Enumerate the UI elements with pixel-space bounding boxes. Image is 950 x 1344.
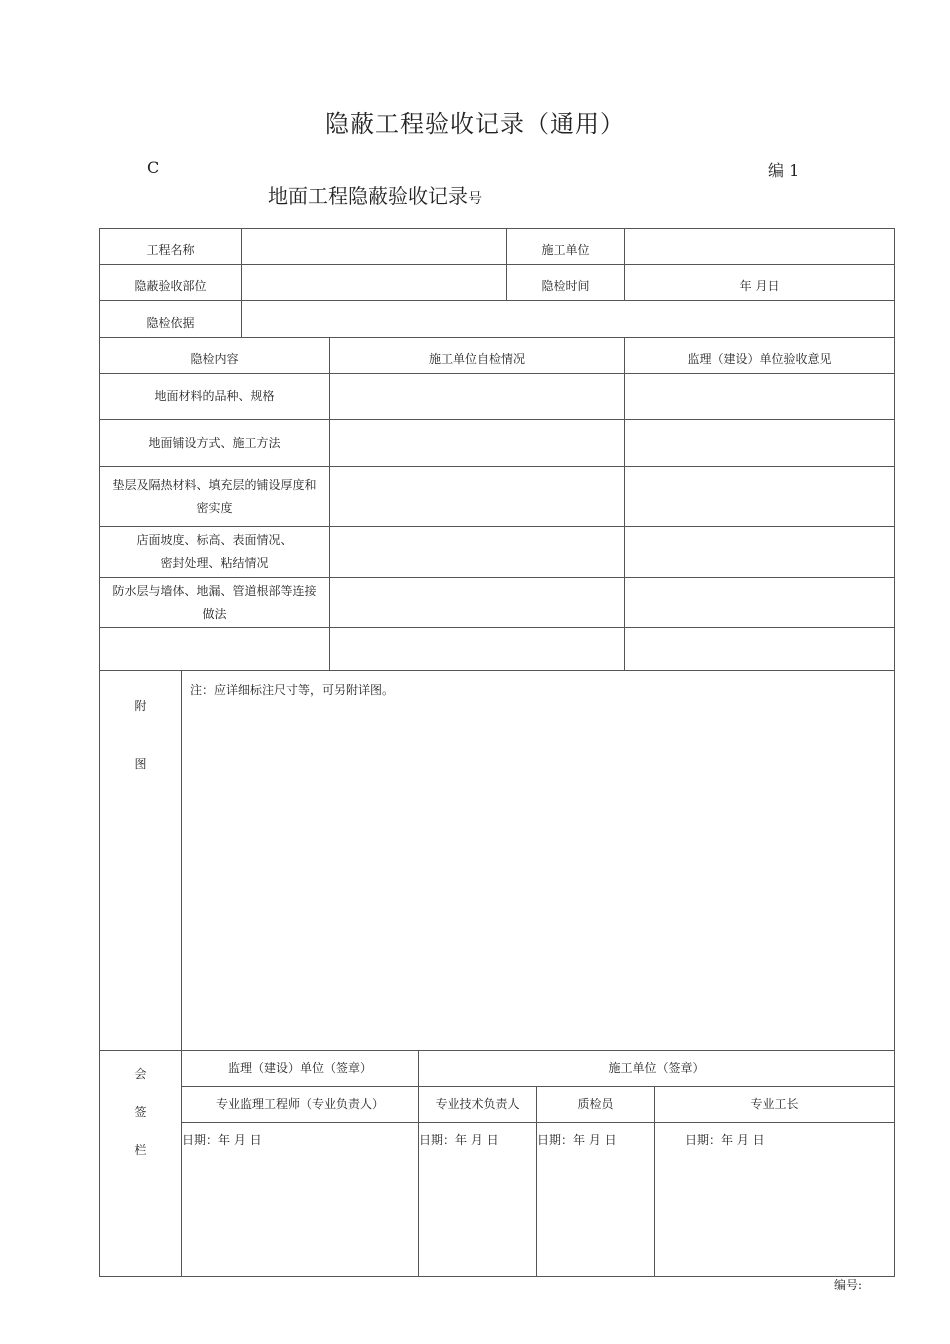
self-check-field[interactable]: [330, 578, 625, 628]
location-time-row: [100, 265, 895, 301]
attachment-drawing-area[interactable]: [182, 671, 895, 1051]
supervisor-opinion-field[interactable]: [625, 374, 895, 420]
signoff-role-row: [100, 1087, 895, 1123]
content-item-label: [100, 578, 330, 628]
construction-unit-field[interactable]: [625, 229, 895, 265]
role-foreman: 专业工长: [655, 1087, 895, 1123]
project-info-row: [100, 229, 895, 265]
content-row: [100, 374, 895, 420]
subtitle-text: 地面工程隐蔽验收记录: [268, 184, 468, 208]
signoff-label-char: 签: [134, 1104, 147, 1119]
attachment-label-char: 附: [134, 699, 147, 713]
role-technical-lead: 专业技术负责人: [419, 1087, 537, 1123]
content-item-label: [100, 420, 330, 467]
supervisor-opinion-field[interactable]: [625, 628, 895, 671]
content-header-row: [100, 338, 895, 374]
self-check-field[interactable]: [330, 628, 625, 671]
basis-row: [100, 301, 895, 338]
supervisor-opinion-field[interactable]: [625, 420, 895, 467]
self-check-field[interactable]: [330, 420, 625, 467]
supervisor-unit-seal-label: 监理（建设）单位（签章）: [182, 1051, 419, 1087]
self-check-field[interactable]: [330, 527, 625, 578]
content-item-text-line1: 垫层及隔热材料、填充层的铺设厚度和: [112, 477, 317, 492]
content-item-text-line1: 店面坡度、标高、表面情况、: [136, 533, 293, 548]
content-row: [100, 527, 895, 578]
content-header-supervisor-opinion: 监理（建设）单位验收意见: [625, 338, 895, 374]
signoff-label-char: 会: [134, 1067, 147, 1081]
content-item-text: 地面材料的品种、规格: [154, 389, 275, 404]
inspection-time-label: 隐检时间: [507, 265, 625, 301]
role-quality-inspector: 质检员: [537, 1087, 655, 1123]
signoff-label-char: 栏: [134, 1142, 147, 1157]
supervisor-opinion-field[interactable]: [625, 467, 895, 527]
page-title: 隐蔽工程验收记录（通用）: [325, 110, 625, 138]
signoff-date-row: [100, 1123, 895, 1277]
inspection-form-table: [99, 228, 895, 1277]
content-item-text-line1: 防水层与墙体、地漏、管道根部等连接: [112, 583, 317, 598]
self-check-field[interactable]: [330, 374, 625, 420]
signature-date-field[interactable]: 日期：年 月 日: [182, 1123, 419, 1277]
record-code-prefix: C: [147, 158, 160, 177]
signature-date-field[interactable]: 日期：年 月 日: [655, 1123, 895, 1277]
content-item-label: [100, 527, 330, 578]
content-item-text-line2: 密实度: [196, 500, 233, 515]
role-supervising-engineer: 专业监理工程师（专业负责人）: [182, 1087, 419, 1123]
content-item-label: [100, 467, 330, 527]
signoff-unit-row: [100, 1051, 895, 1087]
attachment-label: [100, 671, 182, 1051]
construction-unit-seal-label: 施工单位（签章）: [419, 1051, 895, 1087]
form-subtitle: [268, 180, 482, 209]
construction-unit-label: 施工单位: [507, 229, 625, 265]
content-item-text: 地面铺设方式、施工方法: [148, 435, 281, 450]
attachment-note: 注：应详细标注尺寸等，可另附详图。: [190, 683, 395, 697]
inspection-time-field[interactable]: 年 月日: [625, 265, 895, 301]
signoff-label: [100, 1051, 182, 1277]
content-item-text-line2: 做法: [202, 606, 227, 621]
content-row: [100, 578, 895, 628]
record-number-label: 编 1: [768, 161, 800, 180]
inspection-location-field[interactable]: [242, 265, 507, 301]
self-check-field[interactable]: [330, 467, 625, 527]
attachment-label-char: 图: [134, 756, 147, 771]
inspection-location-label: 隐蔽验收部位: [100, 265, 242, 301]
project-name-field[interactable]: [242, 229, 507, 265]
content-row: [100, 467, 895, 527]
supervisor-opinion-field[interactable]: [625, 527, 895, 578]
content-item-field[interactable]: [100, 628, 330, 671]
attachment-row: [100, 671, 895, 1051]
content-row: [100, 420, 895, 467]
inspection-basis-field[interactable]: [242, 301, 895, 338]
footer-number-label: 编号:: [834, 1278, 863, 1292]
subtitle-suffix: 号: [468, 191, 482, 207]
content-item-label: [100, 374, 330, 420]
content-header-self-check: 施工单位自检情况: [330, 338, 625, 374]
content-row-empty: [100, 628, 895, 671]
signature-date-field[interactable]: 日期：年 月 日: [419, 1123, 537, 1277]
inspection-basis-label: 隐检依据: [100, 301, 242, 338]
project-name-label: 工程名称: [100, 229, 242, 265]
signature-date-field[interactable]: 日期：年 月 日: [537, 1123, 655, 1277]
supervisor-opinion-field[interactable]: [625, 578, 895, 628]
content-item-text-line2: 密封处理、粘结情况: [160, 556, 269, 570]
content-header-item: 隐检内容: [100, 338, 330, 374]
